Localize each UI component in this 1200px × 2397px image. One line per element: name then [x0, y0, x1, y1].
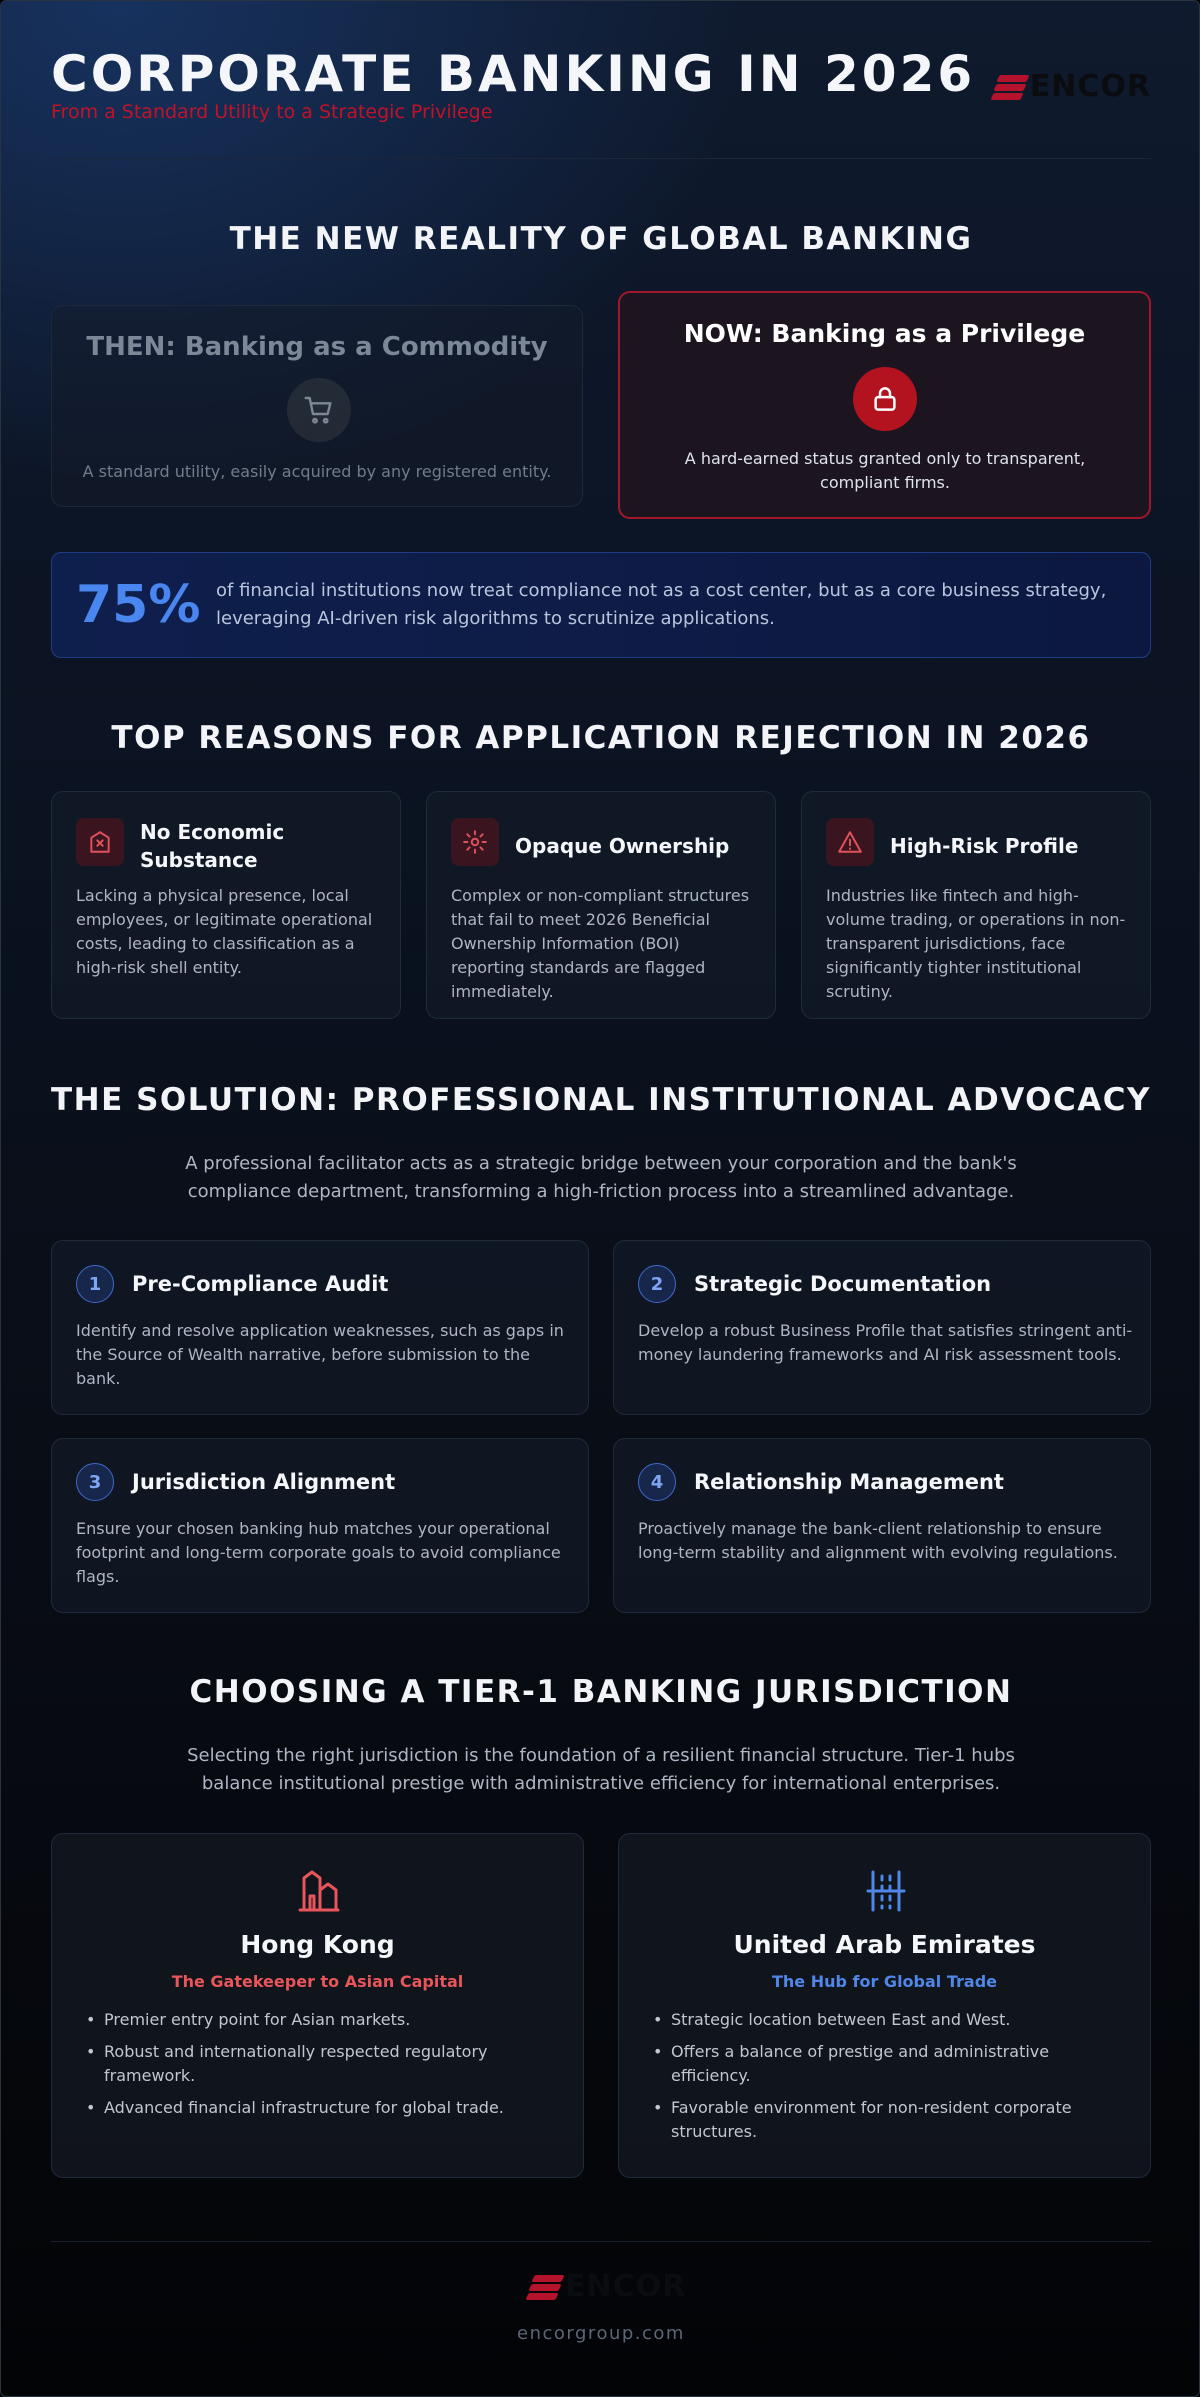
step-body: Ensure your chosen banking hub matches your operational footprint and long-term corporate goals to avoid compliance flags. — [76, 1519, 561, 1586]
step-number: 1 — [76, 1265, 114, 1303]
step-body: Develop a robust Business Profile that satisfies stringent anti-money laundering frameworks and AI risk assessment tools. — [638, 1321, 1133, 1364]
reason-body: Industries like fintech and high-volume trading, or operations in non-transparent jurisdictions, face significantly tighter institutional scrutiny. — [826, 886, 1126, 1001]
header-logo — [992, 69, 1151, 104]
step-number: 3 — [76, 1463, 114, 1501]
stat-callout — [51, 552, 1151, 658]
list-item: • Premier entry point for Asian markets. — [84, 2008, 554, 2032]
encor-logo-icon — [527, 2273, 561, 2301]
solution-lead: A professional facilitator acts as a strategic bridge between your corporation and the bank's compliance department, transforming a high-friction process into a streamlined advantage. — [185, 1153, 1017, 1202]
gear-icon — [451, 818, 499, 866]
now-card — [618, 291, 1151, 519]
list-item: • Robust and internationally respected regulatory framework. — [84, 2040, 554, 2088]
reason-title: No Economic Substance — [140, 820, 285, 872]
jurisdiction-card-uae — [618, 1833, 1151, 2178]
step-card-3 — [51, 1438, 589, 1613]
solution-heading: THE SOLUTION: PROFESSIONAL INSTITUTIONAL ADVOCACY — [51, 1082, 1151, 1118]
reason-title: Opaque Ownership — [515, 834, 730, 858]
jurisdiction-heading: CHOOSING A TIER-1 BANKING JURISDICTION — [189, 1674, 1013, 1710]
reason-title: High-Risk Profile — [890, 834, 1079, 858]
reason-card-substance — [51, 791, 401, 1019]
logo-text: ENCOR — [565, 2269, 687, 2304]
reason-body: Lacking a physical presence, local employees, or legitimate operational costs, leading to classification as a high-risk shell entity. — [76, 886, 373, 977]
list-item: • Advanced financial infrastructure for global trade. — [84, 2096, 554, 2120]
encor-logo-icon — [992, 73, 1026, 101]
page-header — [51, 1, 1151, 159]
step-body: Identify and resolve application weaknesses, such as gaps in the Source of Wealth narrative, before submission to the bank. — [76, 1321, 564, 1388]
jurisdiction-tagline: The Gatekeeper to Asian Capital — [171, 1972, 464, 1991]
page-subtitle: From a Standard Utility to a Strategic Privilege — [51, 101, 493, 123]
lock-icon — [853, 367, 917, 431]
warning-icon — [826, 818, 874, 866]
trade-hub-icon — [863, 1868, 909, 1914]
step-card-1 — [51, 1240, 589, 1415]
step-title: Jurisdiction Alignment — [132, 1470, 396, 1494]
then-description: A standard utility, easily acquired by any registered entity. — [82, 462, 552, 481]
reason-card-risk — [801, 791, 1151, 1019]
footer-logo — [527, 2269, 686, 2304]
then-title: THEN: Banking as a Commodity — [86, 332, 548, 362]
logo-text: ENCOR — [1029, 69, 1151, 104]
now-description: A hard-earned status granted only to transparent, compliant firms. — [684, 449, 1086, 492]
stat-text: of financial institutions now treat compliance not as a cost center, but as a core business strategy, leveraging AI-driven risk algorithms to scrutinize applications. — [216, 580, 1107, 629]
step-card-2 — [613, 1240, 1151, 1415]
jurisdiction-tagline: The Hub for Global Trade — [771, 1972, 997, 1991]
reason-body: Complex or non-compliant structures that fail to meet 2026 Beneficial Ownership Information (BOI) reporting standards are flagged immediately. — [451, 886, 750, 1001]
reality-heading: THE NEW REALITY OF GLOBAL BANKING — [229, 221, 973, 257]
list-item: • Strategic location between East and West. — [651, 2008, 1121, 2032]
step-card-4 — [613, 1438, 1151, 1613]
page-title: CORPORATE BANKING IN 2026 — [51, 45, 976, 103]
rejection-heading: TOP REASONS FOR APPLICATION REJECTION IN 2026 — [111, 720, 1091, 756]
jurisdiction-card-hong-kong — [51, 1833, 584, 2178]
footer-divider — [51, 2241, 1151, 2242]
building-x-icon — [76, 818, 124, 866]
list-item: • Favorable environment for non-resident corporate structures. — [651, 2096, 1121, 2144]
step-title: Pre-Compliance Audit — [132, 1272, 389, 1296]
footer-url[interactable]: encorgroup.com — [517, 2323, 685, 2344]
jurisdiction-lead: Selecting the right jurisdiction is the foundation of a resilient financial structure. Tier-1 hubs balance institutional prestige with administrative efficiency for international enterprises. — [187, 1745, 1015, 1794]
jurisdiction-name: United Arab Emirates — [733, 1930, 1036, 1959]
now-title: NOW: Banking as a Privilege — [683, 319, 1086, 348]
list-item: • Offers a balance of prestige and administrative efficiency. — [651, 2040, 1121, 2088]
then-card — [51, 305, 583, 507]
shopping-cart-icon — [287, 378, 351, 442]
step-title: Relationship Management — [694, 1470, 1004, 1494]
jurisdiction-points — [651, 2008, 1121, 2152]
stat-value: 75% — [76, 575, 201, 635]
step-title: Strategic Documentation — [694, 1272, 992, 1296]
reason-card-ownership — [426, 791, 776, 1019]
jurisdiction-name: Hong Kong — [240, 1930, 395, 1959]
skyline-icon — [296, 1868, 342, 1914]
step-body: Proactively manage the bank-client relationship to ensure long-term stability and alignment with evolving regulations. — [638, 1519, 1118, 1562]
step-number: 2 — [638, 1265, 676, 1303]
step-number: 4 — [638, 1463, 676, 1501]
jurisdiction-points — [84, 2008, 554, 2128]
